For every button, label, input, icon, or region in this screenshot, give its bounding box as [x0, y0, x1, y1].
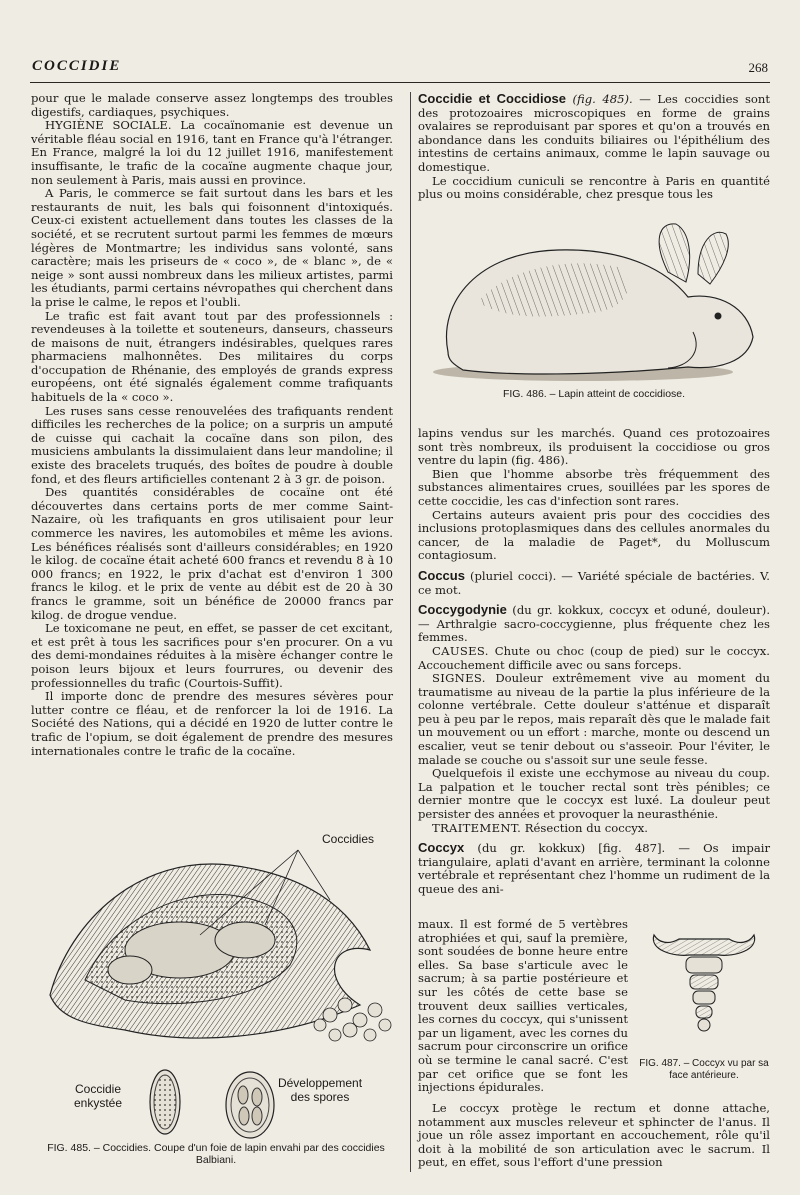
label-coccidies: Coccidies: [321, 832, 375, 846]
paragraph: Bien que l'homme absorbe très fréquemment des substances alimentaires crues, souillées par les spores de cette coccidie, les cas d'infection sont rares.: [418, 466, 770, 508]
paragraph: Des quantités considérables de cocaïne ont été découvertes dans certains ports de mer comme Saint-Nazaire, où les trafiquants en gros utilisaient pour leur commerce les navires, les automobiles et même les avions. Les bénéfices réalisés sont d'ailleurs considérables; en 1920 le kilog. de cocaïne était acheté 600 francs et revendu 8 à 10 000 francs; en 1922, le prix d'achat est d'environ 1 300 francs le kilog. et le prix de vente au débit est de 20 à 30 francs le gramme, soit un bénéfice de 20000 francs par kilog. de drogue vendue.: [31, 485, 393, 622]
right-column-bottom: [418, 1102, 770, 1170]
entry-coccygodynie: [418, 603, 770, 645]
entry-head-coccygodynie: Coccygodynie: [418, 602, 507, 618]
figure-487: [634, 915, 774, 1090]
entry-coccyx: [418, 841, 770, 896]
entry-text: (du gr. kokkux, coccyx et oduné, douleur). — Arthralgie sacro-coccygienne, plus fréquente chez les femmes.: [418, 603, 771, 645]
figure-486: [418, 212, 770, 412]
figure-reference: (fig. 485).: [572, 92, 633, 106]
entry-coccus: [418, 569, 770, 597]
page-number: 268: [748, 60, 768, 75]
entry-coccidie: [418, 92, 770, 175]
causes-paragraph: [418, 645, 770, 672]
paragraph: lapins vendus sur les marchés. Quand ces protozoaires sont très nombreux, ils produisent la coccidiose ou gros ventre du lapin (fig. 486).: [418, 426, 770, 468]
entry-text: (pluriel cocci). — Variété spéciale de bactéries. V. ce mot.: [418, 568, 770, 597]
section-text: Résection du coccyx.: [524, 820, 648, 835]
label-encysted: Coccidie enkystée: [73, 1082, 123, 1110]
section-text: Douleur extrêmement vive au moment du traumatisme au niveau de la partie la plus inférieure de la colonne vertébrale. Cette douleur s'atténue et disparaît peu à peu par le repos, mais reparaît dès que le malade fait un mouvement ou un effort : marche, monte ou descend un escalier, veut se tenir debout ou s'asseoir. Pour l'éviter, le malade se couche ou s'assoit sur une seule fesse.: [418, 671, 771, 767]
paragraph: Le coccidium cuniculi se rencontre à Paris en quantité plus ou moins considérable, chez presque tous les: [418, 173, 770, 202]
paragraph: A Paris, le commerce se fait surtout dans les bars et les restaurants de nuit, les bals qui foisonnent d'intoxiqués. Ceux-ci existent actuellement dans toutes les classes de la société, et se recrutent surtout parmi les femmes de mœurs légères de Montmartre; les individus sans volonté, sans caractère; mais les priseurs de « coco », de « blanc », de « neige » sont aussi nombreux dans les milieux artistes, parmi les étudiants, parmi certains névropathes qui cherchent dans la prise le calme, le repos et l'oubli.: [31, 186, 393, 309]
spore-development-drawing: [224, 1070, 276, 1140]
running-head: COCCIDIE: [32, 58, 122, 74]
entry-head-coccyx: Coccyx: [418, 840, 465, 856]
entry-head-coccidie: Coccidie et Coccidiose: [418, 91, 566, 106]
paragraph: Il importe donc de prendre des mesures sévères pour lutter contre ce fléau, et de renforcer la loi de 1916. La Société des Nations, qui a décidé en 1920 de lutter contre le trafic de l'opium, se doit également de prendre des mesures internationales contre le trafic de la cocaïne.: [31, 689, 393, 758]
section-text: Chute ou choc (coup de pied) sur le coccyx. Accouchement difficile avec ou sans forceps.: [418, 643, 770, 672]
coccyx-illustration: [634, 915, 774, 1055]
traitement-paragraph: [418, 822, 770, 836]
column-divider: [410, 92, 411, 1172]
figure-487-caption: FIG. 487. – Coccyx vu par sa face antérieure.: [639, 1058, 769, 1081]
label-spore-development: Développement des spores: [277, 1076, 363, 1104]
entry-text: (du gr. kokkux) [fig. 487]. — Os impair triangulaire, aplati d'avant en arrière, terminant la colonne vertébrale et représentant chez l'homme un rudiment de la queue des ani-: [418, 841, 771, 896]
rabbit-illustration: [418, 212, 770, 382]
figure-486-caption: FIG. 486. – Lapin atteint de coccidiose.: [502, 388, 686, 400]
paragraph: Les ruses sans cesse renouvelées des trafiquants rendent difficiles les recherches de la police; on a surpris un amputé de cuisse qui cachait la cocaïne dans son pilon, des musiciens ambulants la dissimulaient dans leur mandoline; il existe des bracelets truqués, des boîtes de poudre à double fond, et des fleurs artificielles contenant 2 à 3 gr. de poison.: [31, 403, 393, 486]
paragraph: HYGIÈNE SOCIALE. La cocaïnomanie est devenue un véritable fléau social en 1916, tant en France qu'à l'étranger. En France, malgré la loi du 12 juillet 1916, manifestement insuffisante, le trafic de la cocaïne augmente chaque jour, non seulement à Paris, mais aussi en province.: [31, 118, 393, 187]
paragraph: Certains auteurs avaient pris pour des coccidies des inclusions protoplasmiques dans des cellules anormales du cancer, de la maladie de Paget*, du Molluscum contagiosum.: [418, 507, 770, 563]
section-label: CAUSES.: [432, 643, 489, 658]
right-column-middle: [418, 427, 770, 897]
figure-485: [30, 830, 402, 1166]
encysted-coccidie-drawing: [148, 1068, 182, 1136]
entry-text: — Les coccidies sont des protozoaires microscopiques en forme de grains ovalaires se reproduisant par spores et qu'on a trouvés en abondance dans les conduits biliaires ou l'épithélium des intestins de certains animaux, comme le lapin sauvage ou domestique.: [418, 92, 771, 174]
right-column-top: [418, 92, 770, 212]
section-label: TRAITEMENT.: [432, 820, 522, 835]
paragraph: Le coccyx protège le rectum et donne attache, notamment aux muscles releveur et sphincter de l'anus. Il joue un rôle assez important en accouchement, rôle qu'il doit à la mobilité de son articulation avec le sacrum. Il peut, en effet, sous l'effort d'une pression: [418, 1101, 770, 1170]
section-label: SIGNES.: [432, 671, 486, 686]
coccyx-description: maux. Il est formé de 5 vertèbres atrophiées et qui, sauf la première, sont soudées de bonne heure entre elles. Sa base s'articule avec le sacrum; à sa partie postérieure et sur les côtés de cette base se trouvent deux saillies verticales, les cornes du coccyx, qui s'unissent par un ligament, avec les cornes du sacrum pour circonscrire un orifice où se termine le canal sacré. C'est par cet orifice que se font les injections épidurales.: [418, 917, 628, 1095]
figure-485-caption: FIG. 485. – Coccidies. Coupe d'un foie de lapin envahi par des coccidies Balbiani.: [47, 1142, 385, 1166]
entry-head-coccus: Coccus: [418, 567, 465, 583]
signes-paragraph: [418, 672, 770, 767]
liver-section-illustration: [30, 830, 402, 1060]
header-rule: [30, 82, 770, 83]
left-column: [31, 92, 393, 758]
paragraph: Le trafic est fait avant tout par des professionnels : revendeuses à la toilette et souteneurs, danseurs, chasseurs de maisons de nuit, étrangers indésirables, quelques rares pharmaciens malhonnêtes. Des militaires du corps d'occupation de Rhénanie, des employés de grands express européens, ont été signalés également comme trafiquants habituels de la « coco ».: [31, 308, 393, 405]
paragraph: Le toxicomane ne peut, en effet, se passer de cet excitant, et est prêt à tous les sacrifices pour s'en procurer. On a vu des demi-mondaines réduites à la misère échanger contre le poison leurs bijoux et leurs fourrures, ou devenir des professionnelles du trafic (Courtois-Suffit).: [31, 621, 393, 690]
paragraph: pour que le malade conserve assez longtemps des troubles digestifs, cardiaques, psychiques.: [31, 91, 393, 119]
paragraph: Quelquefois il existe une ecchymose au niveau du coup. La palpation et le toucher rectal sont très pénibles; ce dernier montre que le coccyx est luxé. La douleur peut persister des années et provoquer la neurasthénie.: [418, 766, 770, 822]
